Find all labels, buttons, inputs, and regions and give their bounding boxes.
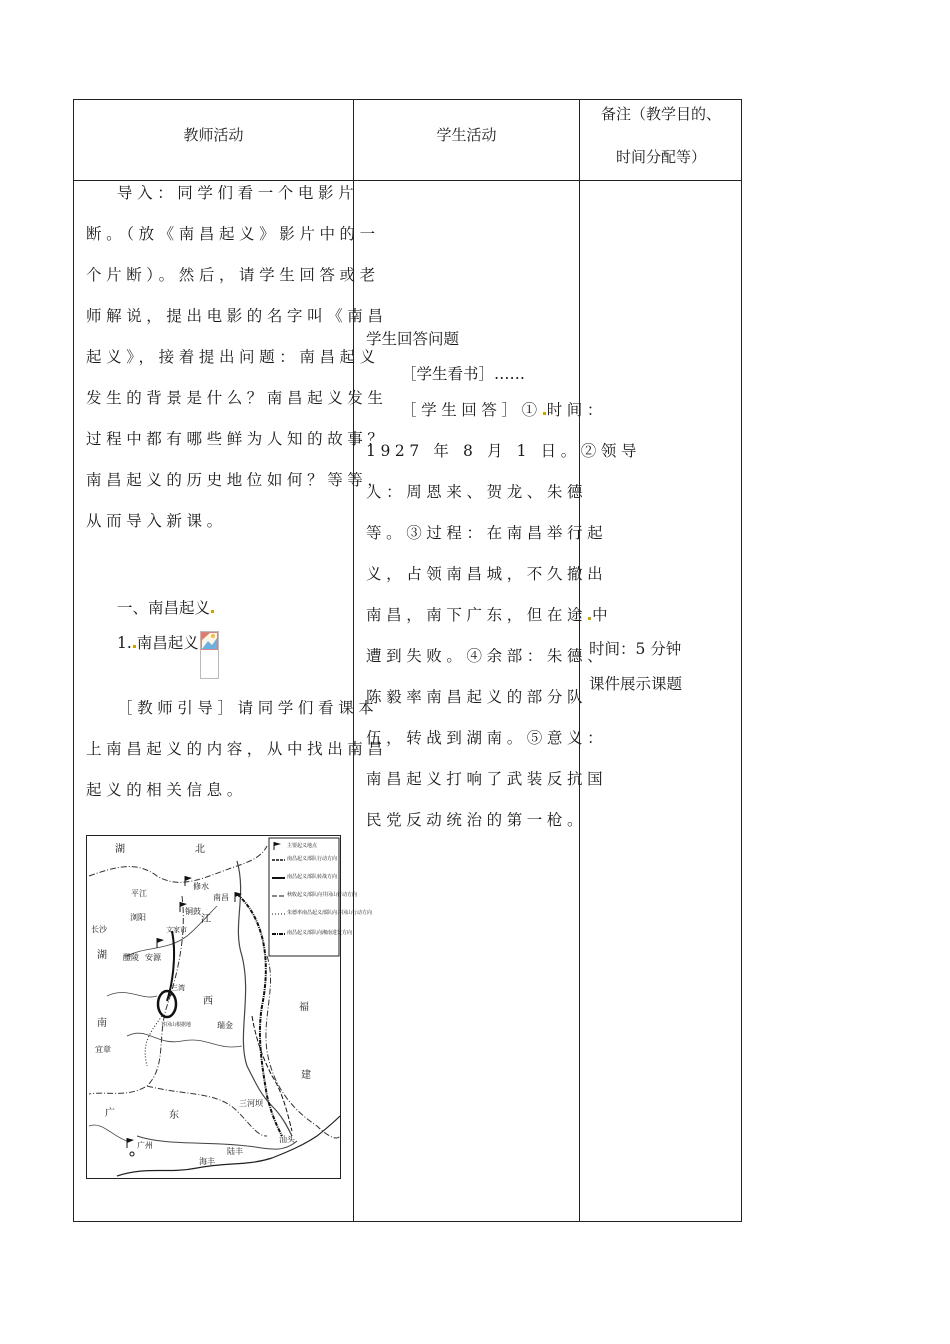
map-label: 南 — [97, 1018, 107, 1029]
guide-line: 起义的相关信息。 — [86, 781, 247, 799]
marker-dot — [588, 617, 591, 620]
student-read: ［学生看书］…… — [401, 365, 526, 383]
legend-entry: 南昌起义部队转战方向 — [287, 874, 338, 880]
section-title-text: 一、南昌起义 — [117, 599, 211, 617]
map-label: 井冈山根据地 — [161, 1022, 192, 1028]
map-label: 醴陵 — [123, 953, 139, 962]
guide-line: ［教师引导］请同学们看课本 — [117, 699, 379, 717]
intro-line: 南昌起义的历史地位如何？等等， — [86, 471, 388, 489]
intro-line: 从而导入新课。 — [86, 512, 227, 530]
subsection — [117, 631, 219, 679]
marker-dot — [211, 610, 214, 613]
note-courseware: 课件展示课题 — [589, 675, 683, 693]
map-label: 宜章 — [95, 1045, 111, 1054]
intro-line: 导入：同学们看一个电影片 — [117, 184, 359, 202]
intro-line: 师解说，提出电影的名字叫《南昌 — [86, 307, 388, 325]
header-note-line2: 时间分配等） — [615, 148, 706, 166]
note-time: 时间：5 分钟 — [589, 640, 682, 658]
header-teacher: 教师活动 — [183, 126, 244, 144]
intro-line: 起义》，接着提出问题：南昌起义 — [86, 348, 380, 366]
uprising-flag-icon — [185, 876, 192, 886]
header-student: 学生活动 — [436, 126, 497, 144]
student-answer-line: 等。③过程：在南昌举行起 — [366, 524, 608, 542]
subsection-number: 1. — [117, 634, 132, 652]
student-answer-line: 遭到失败。④余部：朱德、 — [366, 647, 608, 665]
student-answer-lead — [401, 398, 607, 420]
student-answer-line: 伍，转战到湖南。⑤意义： — [366, 729, 608, 747]
legend-entry: 南昌起义部队向湘南进发方向 — [287, 930, 353, 936]
broken-image-icon — [200, 631, 219, 679]
guide-line: 上南昌起义的内容，从中找出南昌 — [86, 740, 388, 758]
intro-line: 发生的背景是什么？南昌起义发生 — [86, 389, 388, 407]
intro-line: 过程中都有哪些鲜为人知的故事？ — [86, 430, 388, 448]
student-question: 学生回答问题 — [366, 330, 460, 348]
header-note-line1: 备注（教学目的、 — [600, 105, 721, 123]
map-label: 江 — [201, 914, 211, 925]
student-answer-line: 人：周恩来、贺龙、朱德 — [366, 483, 588, 501]
answer-line-part: 南昌，南下广东，但在途 — [366, 606, 588, 624]
map-label: 海丰 — [199, 1157, 215, 1166]
map-label: 湖 — [115, 844, 125, 855]
map-label: 瑞金 — [217, 1021, 233, 1030]
section-title — [117, 596, 215, 618]
map-label: 三河坝 — [239, 1099, 263, 1108]
legend-entry: 南昌起义部队行动方向 — [287, 856, 338, 862]
intro-line: 个片断）。然后，请学生回答或老 — [86, 266, 380, 284]
map-label: 西 — [203, 996, 213, 1007]
map-label: 三湾 — [171, 984, 185, 992]
map-label: 东 — [169, 1110, 179, 1121]
map-label: 北 — [195, 844, 205, 855]
map-label: 广 — [105, 1108, 115, 1119]
marker-dot — [133, 645, 136, 648]
student-answer-line: 义，占领南昌城，不久撤出 — [366, 565, 608, 583]
lesson-table — [73, 99, 742, 1222]
marker-dot — [543, 412, 546, 415]
map-label: 修水 — [193, 882, 209, 891]
map-label: 湖 — [97, 950, 107, 961]
intro-line: 断。（放《南昌起义》影片中的一 — [86, 225, 380, 243]
answer-lead-after: 时间： — [546, 401, 608, 419]
student-answer-line: 陈毅率南昌起义的部分队 — [366, 688, 588, 706]
subsection-title: 南昌起义 — [136, 634, 199, 652]
map-label: 文家市 — [166, 926, 187, 934]
nanchang-uprising-map — [86, 835, 373, 1179]
map-label: 广州 — [137, 1141, 153, 1150]
answer-lead-text: ［学生回答］① — [401, 401, 542, 419]
map-label: 铜鼓 — [185, 907, 201, 916]
student-answer-line: 南昌起义打响了武装反抗国 — [366, 770, 608, 788]
uprising-flag-icon — [127, 1138, 134, 1148]
map-label: 平江 — [131, 889, 147, 898]
legend-entry: 秋收起义部队向井冈山行动方向 — [287, 892, 358, 898]
answer-line-part: 中 — [592, 606, 613, 624]
map-label: 长沙 — [91, 925, 107, 934]
map-label: 陆丰 — [227, 1147, 243, 1156]
map-label: 汕头 — [279, 1135, 295, 1144]
legend-entry: 主要起义地点 — [287, 843, 318, 849]
map-label: 建 — [301, 1070, 311, 1081]
map-label: 安源 — [145, 953, 161, 962]
map-label: 福 — [299, 1002, 309, 1013]
legend-entry: 朱德率南昌起义部队向井冈山行动方向 — [287, 910, 373, 916]
map-label: 南昌 — [213, 893, 229, 902]
map-label: 浏阳 — [130, 913, 146, 922]
student-answer-line: 1927 年 8 月 1 日。②领导 — [366, 442, 642, 460]
student-answer-line: 民党反动统治的第一枪。 — [366, 811, 588, 829]
student-answer-line — [366, 603, 612, 625]
